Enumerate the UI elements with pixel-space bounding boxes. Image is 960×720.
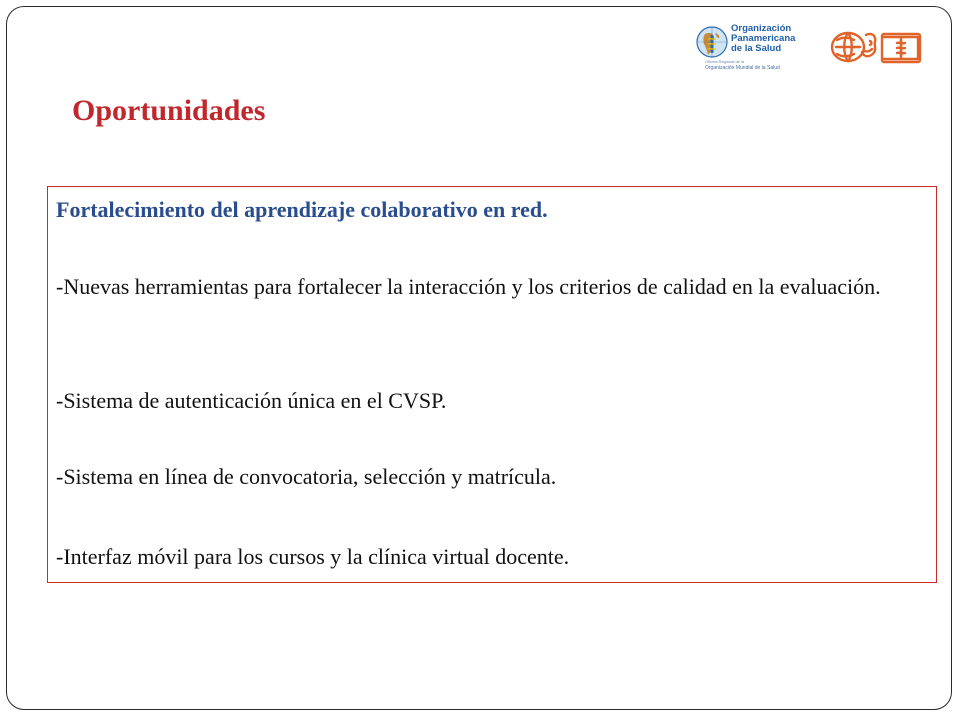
bullet-item: -Nuevas herramientas para fortalecer la interacción y los criterios de calidad en la evaluación.: [56, 274, 881, 299]
slide-title: Oportunidades: [72, 94, 266, 127]
paho-subtitle-small: Oficina Regional de la: [705, 59, 745, 64]
paho-logo: [695, 23, 825, 75]
content-box: [47, 186, 937, 583]
paho-name-line2: Panamericana: [731, 33, 796, 44]
bvs-logo-icon: [828, 25, 928, 69]
bullet-item: -Interfaz móvil para los cursos y la clínica virtual docente.: [56, 544, 570, 569]
bullet-item: -Sistema en línea de convocatoria, selección y matrícula.: [56, 464, 557, 489]
paho-name: [731, 24, 795, 54]
slide-frame: [6, 6, 952, 710]
bullet-item: -Sistema de autenticación única en el CVSP.: [56, 388, 447, 413]
globe-icon: [695, 25, 729, 61]
logo-group: [695, 23, 935, 75]
paho-name-line1: Organización: [731, 23, 792, 34]
paho-name-line3: de la Salud: [731, 43, 782, 54]
box-heading: Fortalecimiento del aprendizaje colaborativo en red.: [56, 197, 548, 222]
paho-subtitle: [705, 59, 780, 71]
paho-subtitle-main: Organización Mundial de la Salud: [705, 65, 780, 71]
